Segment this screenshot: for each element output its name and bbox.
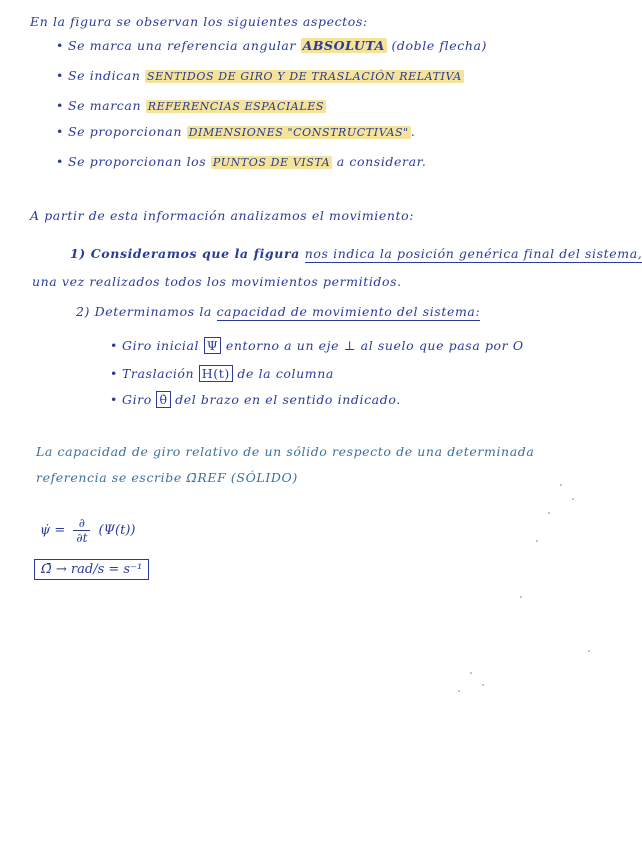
movement-item: • Traslación H(t) de la columna [110, 366, 334, 381]
paper-speck [588, 650, 590, 652]
aspect-item: • Se marca una referencia angular ABSOLUTA (doble flecha) [56, 38, 488, 53]
movement-item: • Giro inicial Ψ entorno a un eje ⊥ al suelo que pasa por O [110, 338, 524, 353]
omega-units-formula: Ω̄ → rad/s = s⁻¹ [34, 562, 149, 577]
paper-speck [520, 596, 522, 598]
paper-speck [470, 672, 472, 674]
psi-dot-formula: ψ̇ = $\frac{\partial}{\partial t}$ (Ψ(t)) [40, 516, 136, 545]
analysis-intro: A partir de esta información analizamos el movimiento: [30, 208, 415, 223]
paper-speck [572, 498, 574, 500]
paper-speck [560, 484, 562, 486]
step-2: 2) Determinamos la capacidad de movimiento del sistema: [76, 304, 481, 319]
step-1-continuation: una vez realizados todos los movimientos permitidos. [32, 274, 402, 289]
intro-text: En la figura se observan los siguientes aspectos: [30, 14, 368, 29]
aspect-item: • Se proporcionan DIMENSIONES "CONSTRUCTIVAS" . [56, 124, 416, 139]
bullet-icon: • [56, 124, 64, 139]
aspect-item: • Se indican SENTIDOS DE GIRO Y DE TRASLACIÓN RELATIVA [56, 68, 462, 83]
capacity-text-2: referencia se escribe Ω̄REF (SÓLIDO) [36, 470, 298, 485]
bullet-icon: • [56, 98, 64, 113]
paper-speck [458, 690, 460, 692]
bullet-icon: • [56, 154, 64, 169]
partial-fraction: $\frac{\partial}{\partial t}$ [73, 516, 90, 545]
aspect-item: • Se proporcionan los PUNTOS DE VISTA a considerar. [56, 154, 427, 169]
bullet-icon: • [56, 68, 64, 83]
bullet-icon: • [110, 338, 118, 353]
paper-speck [536, 540, 538, 542]
movement-item: • Giro θ̇ del brazo en el sentido indicado. [110, 392, 401, 407]
step-1: 1) Consideramos que la figura nos indica la posición genérica final del sistema, [70, 246, 642, 261]
bullet-icon: • [56, 38, 64, 53]
bullet-icon: • [110, 366, 118, 381]
capacity-text: La capacidad de giro relativo de un sólido respecto de una determinada [36, 444, 535, 459]
aspect-item: • Se marcan REFERENCIAS ESPACIALES [56, 98, 325, 113]
paper-speck [482, 684, 484, 686]
paper-speck [548, 512, 550, 514]
bullet-icon: • [110, 392, 118, 407]
